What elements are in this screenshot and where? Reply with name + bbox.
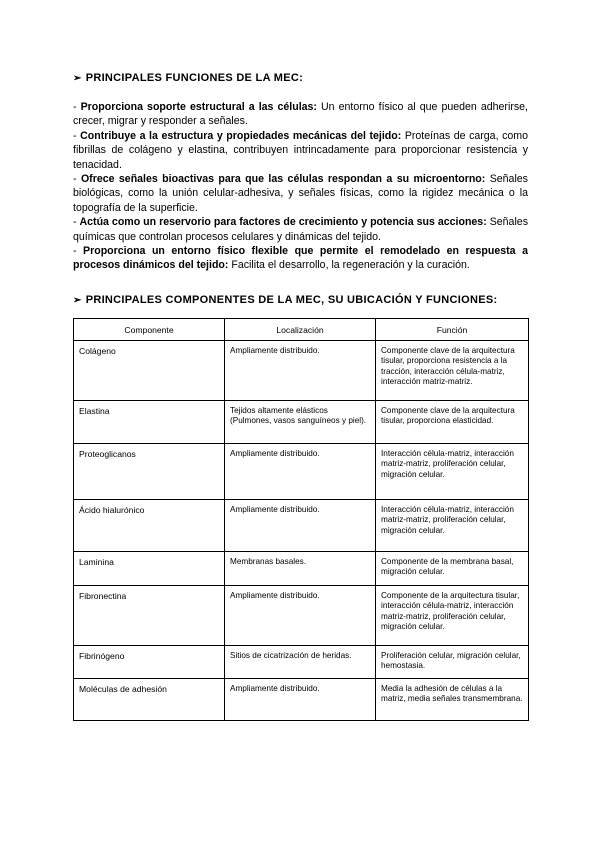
cell-componente: Laminina [74,552,225,586]
cell-funcion: Interacción célula-matriz, interacción matriz-matriz, proliferación celular, migración celular. [376,444,529,500]
header-componente: Componente [74,319,225,341]
cell-funcion: Componente clave de la arquitectura tisular, proporciona elasticidad. [376,401,529,444]
function-item-text: Señales biológicas, como la unión celular-adhesiva, y señales físicas, como la rigidez mecánica o la topografía de la superficie. [73,173,528,214]
arrow-bullet-icon: ➢ [73,73,82,84]
table-row [74,679,529,721]
function-item: - Proporciona un entorno físico flexible que permite el remodelado en respuesta a procesos dinámicos del tejido: Facilita el desarrollo, la regeneración y la curación. [73,245,528,272]
table-row [74,552,529,586]
functions-list [73,100,528,273]
section-title: PRINCIPALES FUNCIONES DE LA MEC: [85,72,304,84]
cell-localizacion: Tejidos altamente elásticos (Pulmones, vasos sanguíneos y piel). [225,401,376,444]
function-item-title: Actúa como un reservorio para factores de crecimiento y potencia sus acciones: [79,216,487,229]
function-item-text: Facilita el desarrollo, la regeneración y la curación. [228,259,470,272]
cell-localizacion: Ampliamente distribuido. [225,444,376,500]
section-heading-componentes [73,294,497,306]
table-row [74,500,529,552]
function-item: - Ofrece señales bioactivas para que las células respondan a su microentorno: Señales biológicas, como la unión celular-adhesiva, y señales físicas, como la rigidez mecánica o la topografía de la superficie. [73,173,528,214]
table-row [74,401,529,444]
cell-componente: Moléculas de adhesión [74,679,225,721]
table-row [74,341,529,401]
function-item: - Actúa como un reservorio para factores de crecimiento y potencia sus acciones: Señales químicas que controlan procesos celulares y dinámicas del tejido. [73,216,528,243]
function-item-title: Proporciona soporte estructural a las células: [80,101,317,113]
cell-componente: Elastina [74,401,225,444]
table-header-row [74,319,529,341]
cell-funcion: Componente de la arquitectura tisular, interacción célula-matriz, interacción matriz-matriz, proliferación celular, migración celular. [376,586,529,646]
arrow-bullet-icon: ➢ [73,295,82,306]
cell-componente: Colágeno [74,341,225,401]
section-heading-funciones [73,72,303,84]
cell-funcion: Interacción célula-matriz, interacción matriz-matriz, proliferación celular, migración celular. [376,500,529,552]
cell-funcion: Media la adhesión de células a la matriz, media señales transmembrana. [376,679,529,721]
header-funcion: Función [376,319,529,341]
cell-componente: Proteoglicanos [74,444,225,500]
components-table [73,318,529,721]
cell-localizacion: Ampliamente distribuido. [225,679,376,721]
table-row [74,444,529,500]
table-row [74,586,529,646]
section-title: PRINCIPALES COMPONENTES DE LA MEC, SU UBICACIÓN Y FUNCIONES: [85,294,498,306]
function-item-title: Ofrece señales bioactivas para que las células respondan a su microentorno: [80,173,486,186]
cell-localizacion: Ampliamente distribuido. [225,341,376,401]
function-item-title: Proporciona un entorno físico flexible que permite el remodelado en respuesta a procesos dinámicos del tejido: [73,245,528,272]
function-item-title: Contribuye a la estructura y propiedades mecánicas del tejido: [80,129,402,142]
function-item: - Proporciona soporte estructural a las células: Un entorno físico al que pueden adherirse, crecer, migrar y responder a señales. [73,101,528,128]
cell-localizacion: Ampliamente distribuido. [225,586,376,646]
cell-localizacion: Ampliamente distribuido. [225,500,376,552]
function-item-text: Proteínas de carga, como fibrillas de colágeno y elastina, contribuyen intrincadamente para proporcionar resistencia y tenacidad. [73,129,528,171]
cell-funcion: Componente clave de la arquitectura tisular, proporciona resistencia a la tracción, interacción célula-matriz, interacción matriz-matriz. [376,341,529,401]
cell-localizacion: Sitios de cicatrización de heridas. [225,646,376,679]
function-item-text: Un entorno físico al que pueden adherirse, crecer, migrar y responder a señales. [73,101,528,128]
cell-funcion: Proliferación celular, migración celular, hemostasia. [376,646,529,679]
cell-componente: Fibronectina [74,586,225,646]
function-item: - Contribuye a la estructura y propiedades mecánicas del tejido: Proteínas de carga, como fibrillas de colágeno y elastina, contribuyen intrincadamente para proporcionar resistencia y tenacidad. [73,129,528,171]
cell-funcion: Componente de la membrana basal, migración celular. [376,552,529,586]
table-row [74,646,529,679]
header-localizacion: Localización [225,319,376,341]
cell-componente: Fibrinógeno [74,646,225,679]
function-item-text: Señales químicas que controlan procesos celulares y dinámicas del tejido. [73,216,528,243]
cell-localizacion: Membranas basales. [225,552,376,586]
cell-componente: Ácido hialurónico [74,500,225,552]
